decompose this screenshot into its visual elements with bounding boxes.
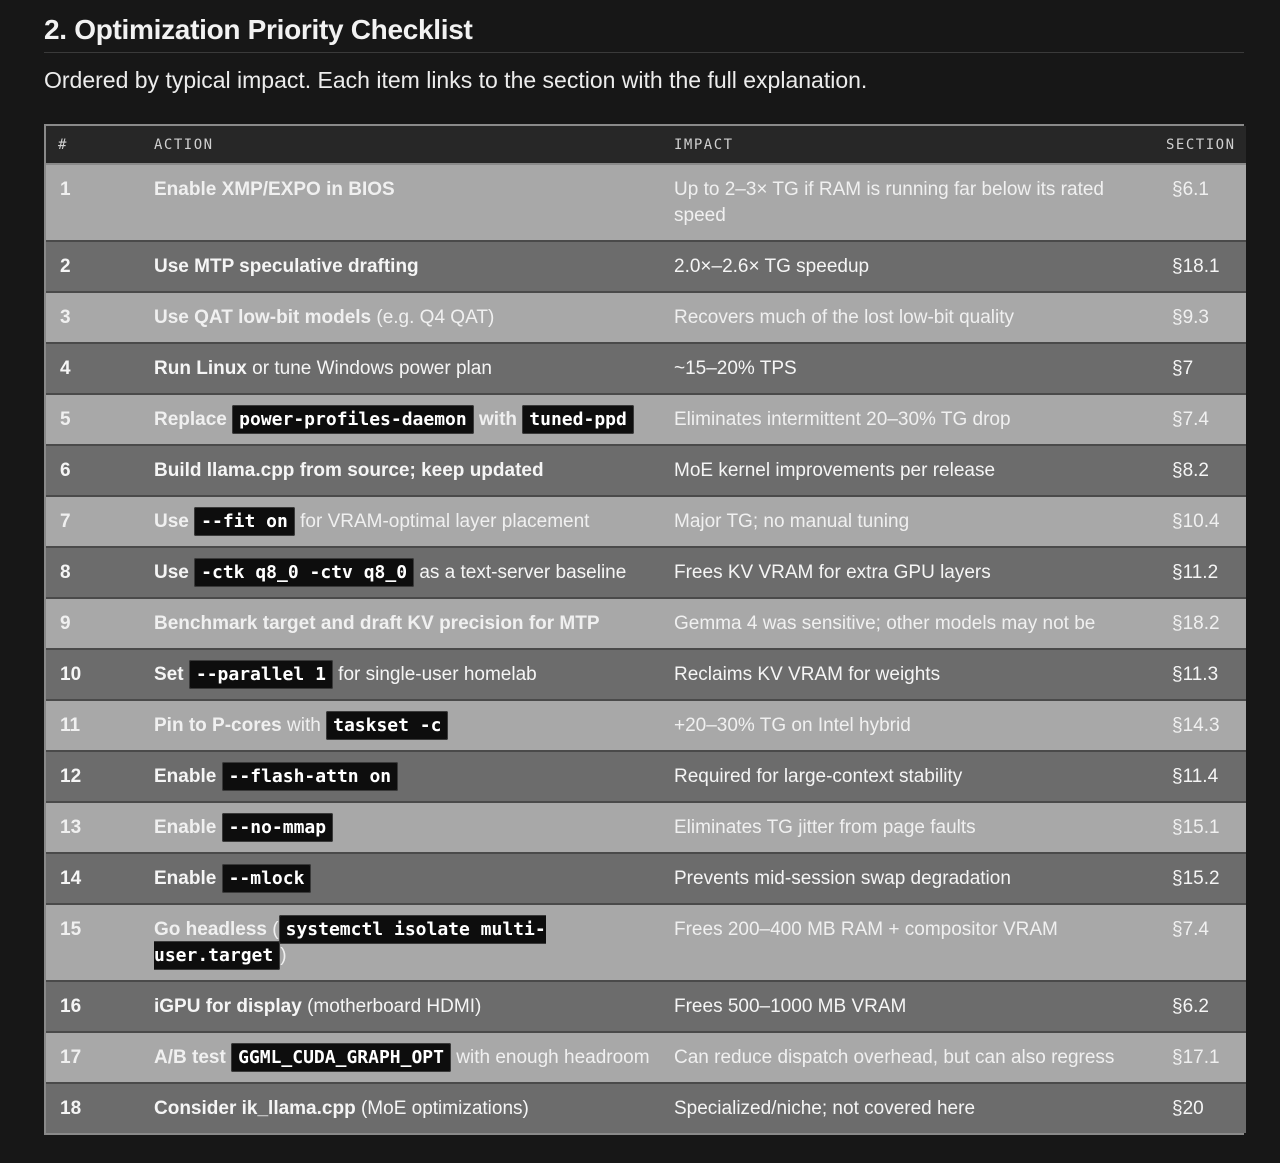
impact-cell: Frees KV VRAM for extra GPU layers [662, 547, 1154, 598]
impact-cell: Up to 2–3× TG if RAM is running far below its rated speed [662, 164, 1154, 241]
row-number: 6 [46, 445, 102, 496]
section-subtitle: Ordered by typical impact. Each item links to the section with the full explanation. [44, 67, 868, 93]
row-number: 13 [46, 802, 102, 853]
section-link[interactable]: §9.3 [1154, 292, 1246, 343]
heading-divider [44, 52, 1244, 53]
table-row [46, 547, 1246, 598]
action-cell[interactable] [102, 904, 662, 981]
impact-cell: Gemma 4 was sensitive; other models may not be [662, 598, 1154, 649]
row-number: 5 [46, 394, 102, 445]
action-cell[interactable] [102, 164, 662, 241]
action-label: Use QAT low-bit models [154, 307, 372, 328]
inline-code: power-profiles-daemon [232, 405, 474, 434]
impact-cell: +20–30% TG on Intel hybrid [662, 700, 1154, 751]
table-row [46, 445, 1246, 496]
section-link[interactable]: §15.1 [1154, 802, 1246, 853]
table-row [46, 343, 1246, 394]
row-number: 10 [46, 649, 102, 700]
table-body [46, 164, 1246, 1133]
impact-cell: Required for large-context stability [662, 751, 1154, 802]
section-link[interactable]: §18.2 [1154, 598, 1246, 649]
section-link[interactable]: §7 [1154, 343, 1246, 394]
section-link[interactable]: §18.1 [1154, 241, 1246, 292]
action-cell[interactable] [102, 1083, 662, 1133]
action-note: (MoE optimizations) [355, 1098, 529, 1119]
impact-cell: Frees 200–400 MB RAM + compositor VRAM [662, 904, 1154, 981]
table-row [46, 394, 1246, 445]
action-note: as a text-server baseline [414, 562, 627, 583]
action-label: Enable XMP/EXPO in BIOS [154, 179, 395, 200]
impact-cell: Can reduce dispatch overhead, but can also regress [662, 1032, 1154, 1083]
action-label: iGPU for display [154, 996, 302, 1017]
inline-code: --flash-attn on [222, 762, 399, 791]
row-number: 12 [46, 751, 102, 802]
action-note: (motherboard HDMI) [301, 996, 482, 1017]
row-number: 3 [46, 292, 102, 343]
inline-code: tuned-ppd [522, 405, 634, 434]
action-cell[interactable] [102, 598, 662, 649]
row-number: 18 [46, 1083, 102, 1133]
section-link[interactable]: §11.4 [1154, 751, 1246, 802]
action-label: Run Linux [154, 358, 247, 379]
inline-code: GGML_CUDA_GRAPH_OPT [231, 1043, 451, 1072]
section-link[interactable]: §20 [1154, 1083, 1246, 1133]
impact-cell: ~15–20% TPS [662, 343, 1154, 394]
action-cell[interactable] [102, 292, 662, 343]
row-number: 14 [46, 853, 102, 904]
action-cell[interactable] [102, 394, 662, 445]
section-heading: 2. Optimization Priority Checklist [44, 14, 473, 45]
row-number: 17 [46, 1032, 102, 1083]
action-note: with enough headroom [450, 1047, 650, 1068]
action-label: Benchmark target and draft KV precision for MTP [154, 613, 600, 634]
row-number: 15 [46, 904, 102, 981]
action-cell[interactable] [102, 343, 662, 394]
action-label: with [473, 409, 523, 430]
action-label: A/B test [154, 1047, 232, 1068]
action-label: Set [154, 664, 189, 685]
row-number: 8 [46, 547, 102, 598]
action-cell[interactable] [102, 802, 662, 853]
action-label: Build llama.cpp from source; keep updated [154, 460, 544, 481]
impact-cell: Frees 500–1000 MB VRAM [662, 981, 1154, 1032]
inline-code: --fit on [194, 507, 295, 536]
table-row [46, 241, 1246, 292]
table-row [46, 802, 1246, 853]
section-link[interactable]: §11.2 [1154, 547, 1246, 598]
impact-cell: Specialized/niche; not covered here [662, 1083, 1154, 1133]
action-cell[interactable] [102, 700, 662, 751]
header-row [46, 126, 1246, 164]
impact-cell: Eliminates intermittent 20–30% TG drop [662, 394, 1154, 445]
section-link[interactable]: §17.1 [1154, 1032, 1246, 1083]
table-row [46, 1032, 1246, 1083]
table-row [46, 853, 1246, 904]
impact-cell: Major TG; no manual tuning [662, 496, 1154, 547]
section-link[interactable]: §10.4 [1154, 496, 1246, 547]
action-note: (e.g. Q4 QAT) [371, 307, 495, 328]
checklist-table [46, 126, 1246, 1133]
section-link[interactable]: §14.3 [1154, 700, 1246, 751]
action-label: Replace [154, 409, 233, 430]
table-row [46, 649, 1246, 700]
action-label: Go headless [154, 919, 267, 940]
inline-code: taskset -c [326, 711, 448, 740]
row-number: 2 [46, 241, 102, 292]
action-cell[interactable] [102, 649, 662, 700]
action-cell[interactable] [102, 751, 662, 802]
row-number: 1 [46, 164, 102, 241]
action-note: ( [267, 919, 279, 940]
column-header-number: # [46, 126, 102, 164]
action-label: Use [154, 511, 195, 532]
section-link[interactable]: §6.1 [1154, 164, 1246, 241]
action-label: Enable [154, 868, 222, 889]
table-row [46, 981, 1246, 1032]
row-number: 16 [46, 981, 102, 1032]
column-header-action: ACTION [102, 126, 662, 164]
inline-code: -ctk q8_0 -ctv q8_0 [194, 558, 414, 587]
column-header-section: SECTION [1154, 126, 1246, 164]
section-link[interactable]: §11.3 [1154, 649, 1246, 700]
checklist-table-container [44, 124, 1244, 1135]
impact-cell: Eliminates TG jitter from page faults [662, 802, 1154, 853]
impact-cell: MoE kernel improvements per release [662, 445, 1154, 496]
impact-cell: Prevents mid-session swap degradation [662, 853, 1154, 904]
table-row [46, 700, 1246, 751]
action-label: Consider ik_llama.cpp [154, 1098, 356, 1119]
action-cell[interactable] [102, 853, 662, 904]
section-link[interactable]: §8.2 [1154, 445, 1246, 496]
action-note: for single-user homelab [332, 664, 537, 685]
action-cell[interactable] [102, 445, 662, 496]
table-row [46, 496, 1246, 547]
impact-cell: 2.0×–2.6× TG speedup [662, 241, 1154, 292]
action-label: Use [154, 562, 195, 583]
action-label: Enable [154, 766, 222, 787]
action-cell[interactable] [102, 547, 662, 598]
table-row [46, 164, 1246, 241]
inline-code: --mlock [222, 864, 312, 893]
table-row [46, 751, 1246, 802]
action-note: with [281, 715, 327, 736]
inline-code: systemctl isolate multi-user.target [154, 915, 546, 970]
action-cell[interactable] [102, 1032, 662, 1083]
section-link[interactable]: §7.4 [1154, 394, 1246, 445]
inline-code: --no-mmap [222, 813, 334, 842]
action-label: Pin to P-cores [154, 715, 282, 736]
impact-cell: Recovers much of the lost low-bit quality [662, 292, 1154, 343]
inline-code: --parallel 1 [189, 660, 333, 689]
action-note: ) [280, 945, 287, 966]
action-cell[interactable] [102, 241, 662, 292]
row-number: 11 [46, 700, 102, 751]
action-cell[interactable] [102, 496, 662, 547]
row-number: 7 [46, 496, 102, 547]
row-number: 4 [46, 343, 102, 394]
column-header-impact: IMPACT [662, 126, 1154, 164]
section-link[interactable]: §15.2 [1154, 853, 1246, 904]
action-cell[interactable] [102, 981, 662, 1032]
table-row [46, 598, 1246, 649]
table-row [46, 292, 1246, 343]
action-note: or tune Windows power plan [246, 358, 492, 379]
table-row [46, 1083, 1246, 1133]
table-header [46, 126, 1246, 164]
table-row [46, 904, 1246, 981]
section-link[interactable]: §6.2 [1154, 981, 1246, 1032]
action-note: for VRAM-optimal layer placement [294, 511, 590, 532]
action-label: Enable [154, 817, 222, 838]
action-label: Use MTP speculative drafting [154, 256, 419, 277]
impact-cell: Reclaims KV VRAM for weights [662, 649, 1154, 700]
row-number: 9 [46, 598, 102, 649]
section-link[interactable]: §7.4 [1154, 904, 1246, 981]
